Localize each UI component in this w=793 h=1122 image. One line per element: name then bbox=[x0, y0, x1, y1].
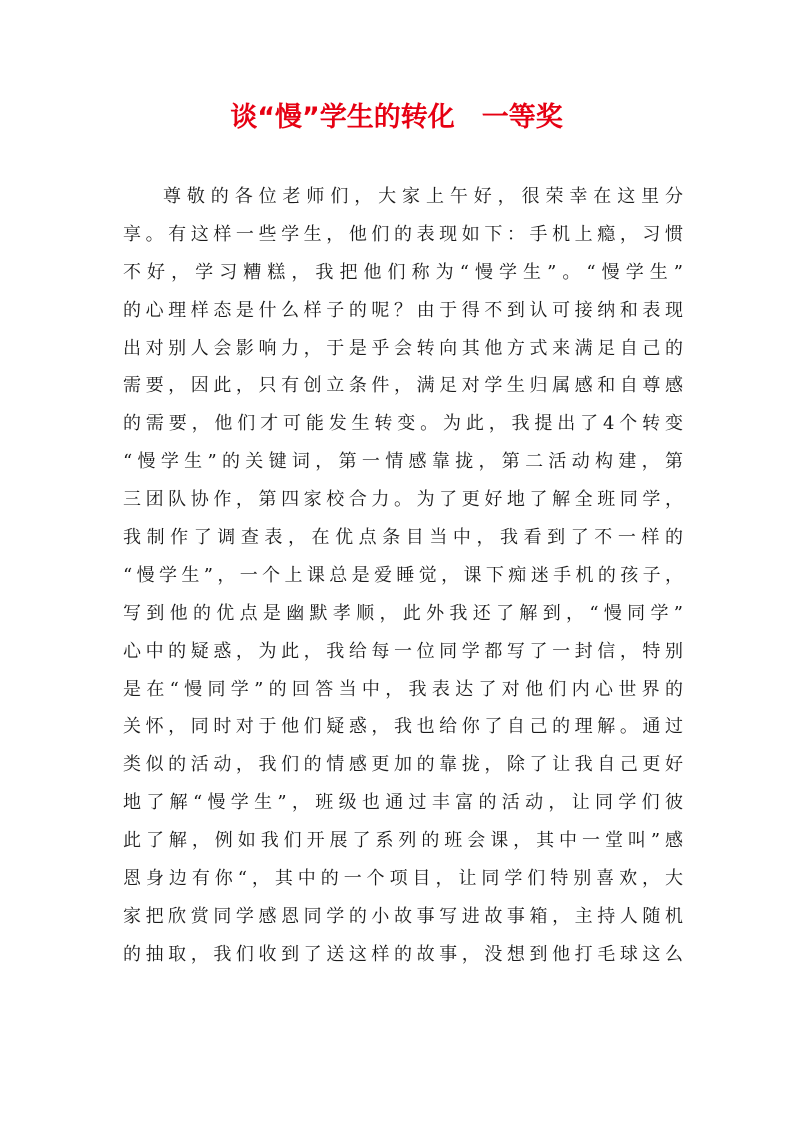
paragraph-line: 享。有这样一些学生，他们的表现如下：手机上瘾，习惯 bbox=[123, 223, 683, 245]
paragraph-line: 尊敬的各位老师们，大家上午好，很荣幸在这里分 bbox=[163, 186, 683, 207]
document-title: 谈“慢”学生的转化 一等奖 bbox=[230, 102, 563, 133]
paragraph-line: 关怀，同时对于他们疑惑，我也给你了自己的理解。通过 bbox=[123, 716, 683, 738]
paragraph-line: 是在“慢同学”的回答当中，我表达了对他们内心世界的 bbox=[123, 678, 683, 700]
paragraph-line: 恩身边有你“，其中的一个项目，让同学们特别喜欢，大 bbox=[123, 868, 683, 890]
paragraph-line: 的抽取，我们收到了送这样的故事，没想到他打毛球这么 bbox=[123, 943, 683, 965]
paragraph-line: 的心理样态是什么样子的呢？由于得不到认可接纳和表现 bbox=[123, 299, 683, 321]
paragraph-line: 不好，学习糟糕，我把他们称为“慢学生”。“慢学生” bbox=[123, 261, 683, 283]
paragraph-line: “慢学生”的关键词，第一情感靠拢，第二活动构建，第 bbox=[123, 451, 683, 473]
paragraph-line: 心中的疑惑，为此，我给每一位同学都写了一封信，特别 bbox=[123, 640, 683, 662]
paragraph-line: 写到他的优点是幽默孝顺，此外我还了解到，“慢同学” bbox=[123, 602, 683, 624]
paragraph-line: 类似的活动，我们的情感更加的靠拢，除了让我自己更好 bbox=[123, 754, 683, 776]
paragraph-line: 此了解，例如我们开展了系列的班会课，其中一堂叫”感 bbox=[123, 830, 683, 852]
paragraph-line: 需要，因此，只有创立条件，满足对学生归属感和自尊感 bbox=[123, 375, 683, 397]
paragraph-line: 出对别人会影响力，于是乎会转向其他方式来满足自己的 bbox=[123, 337, 683, 359]
paragraph-line: 我制作了调查表，在优点条目当中，我看到了不一样的 bbox=[123, 527, 683, 549]
paragraph-line: “慢学生”，一个上课总是爱睡觉，课下痴迷手机的孩子， bbox=[123, 564, 683, 586]
paragraph-line: 的需要，他们才可能发生转变。为此，我提出了4个转变 bbox=[123, 413, 683, 435]
document-body bbox=[123, 178, 683, 974]
paragraph-line: 家把欣赏同学感恩同学的小故事写进故事箱，主持人随机 bbox=[123, 905, 683, 927]
paragraph-line: 地了解“慢学生”，班级也通过丰富的活动，让同学们彼 bbox=[123, 792, 683, 814]
paragraph-line: 三团队协作，第四家校合力。为了更好地了解全班同学， bbox=[123, 489, 683, 511]
